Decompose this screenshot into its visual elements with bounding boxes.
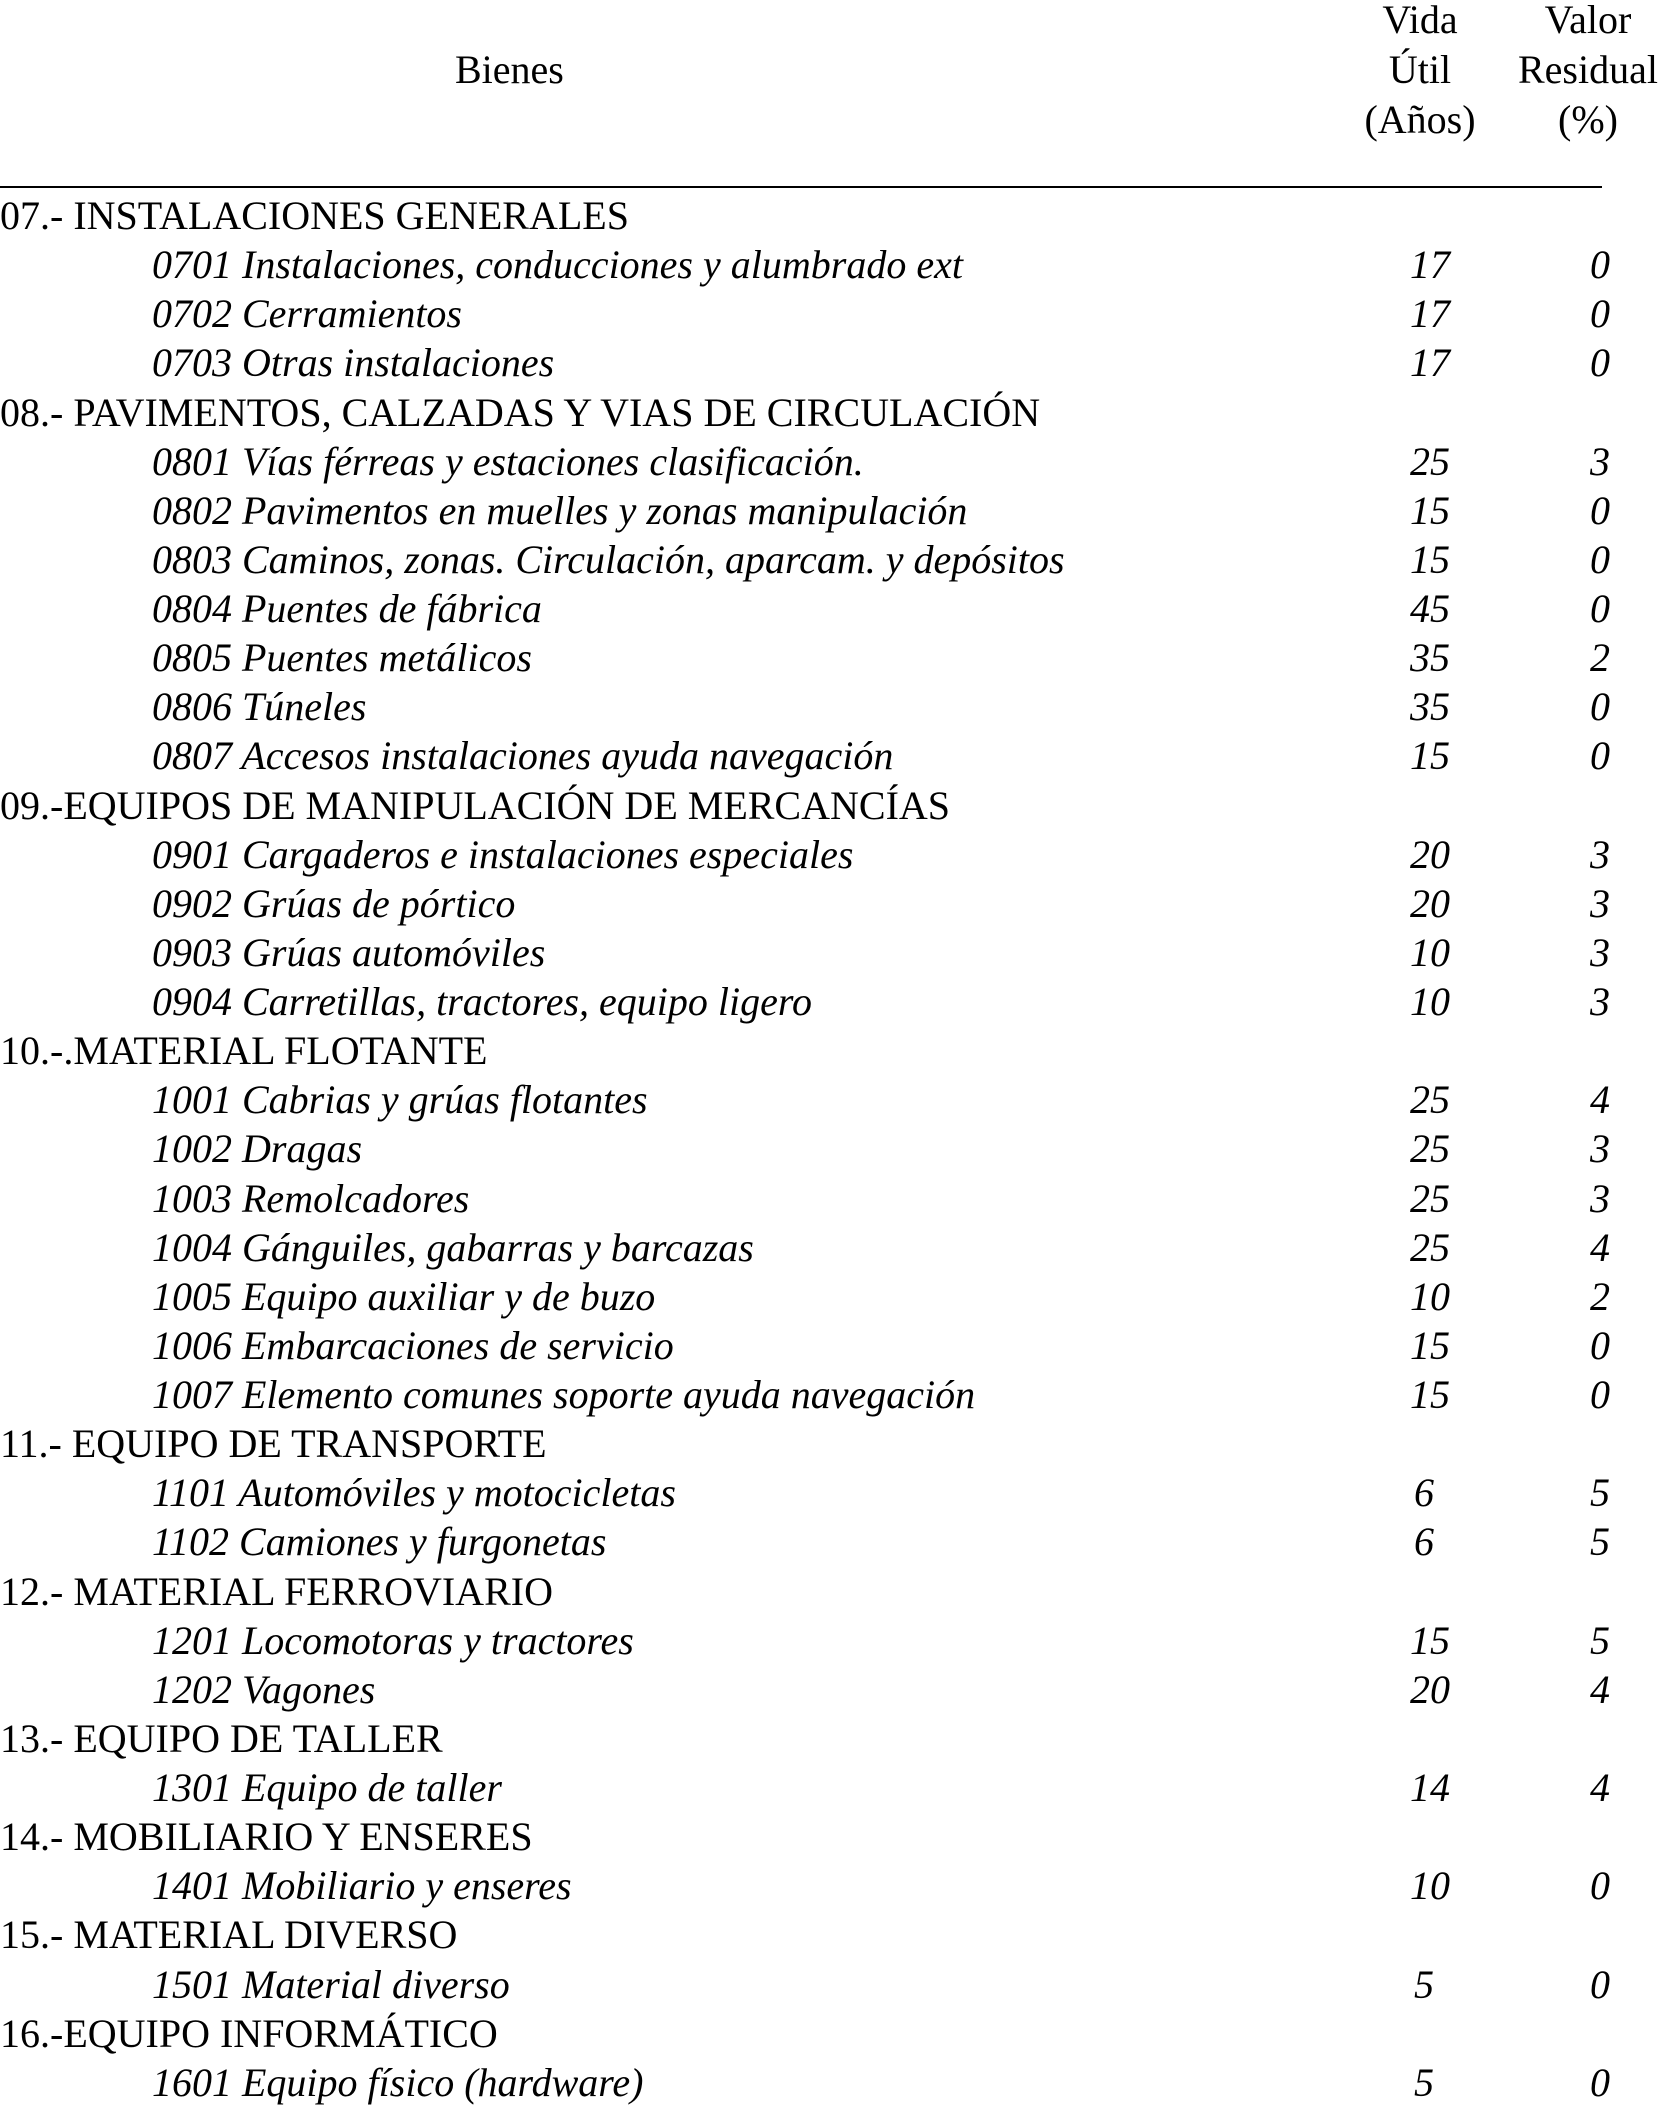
table-row <box>0 1517 1662 1566</box>
vida-util-value: 35 <box>1410 684 1450 730</box>
valor-residual-value: 3 <box>1590 979 1610 1024</box>
item-label: 1101 Automóviles y motocicletas <box>152 1470 676 1516</box>
category-label: 10.-.MATERIAL FLOTANTE <box>0 1028 488 1074</box>
valor-residual-value: 0 <box>1590 536 1610 582</box>
item-label: 1006 Embarcaciones de servicio <box>152 1322 674 1368</box>
valor-residual-value: 4 <box>1590 1765 1610 1810</box>
table-row <box>0 830 1662 879</box>
vida-util-value: 5 <box>1414 2059 1434 2105</box>
category-label: 08.- PAVIMENTOS, CALZADAS Y VIAS DE CIRCULACIÓN <box>0 389 1041 435</box>
category-row <box>0 1026 1662 1075</box>
table-row <box>0 437 1662 486</box>
category-row <box>0 191 1662 240</box>
valor-residual-value: 3 <box>1590 1126 1610 1172</box>
category-row <box>0 388 1662 437</box>
vida-util-value: 10 <box>1410 929 1450 975</box>
item-label: 0801 Vías férreas y estaciones clasificación. <box>152 438 864 484</box>
table-row <box>0 1616 1662 1665</box>
table-row <box>0 486 1662 535</box>
table-row <box>0 682 1662 731</box>
vida-util-value: 25 <box>1410 438 1450 484</box>
vida-util-value: 15 <box>1410 536 1450 582</box>
vida-util-value: 20 <box>1410 880 1450 926</box>
category-row <box>0 1812 1662 1861</box>
vida-util-value: 17 <box>1410 291 1450 337</box>
column-header-valor-line: Valor <box>1544 0 1632 42</box>
valor-residual-value: 0 <box>1590 2059 1610 2105</box>
vida-util-value: 5 <box>1414 1961 1434 2007</box>
table-body <box>0 191 1662 2107</box>
category-label: 16.-EQUIPO INFORMÁTICO <box>0 2010 498 2056</box>
table-header <box>0 0 1662 150</box>
table-row <box>0 1272 1662 1321</box>
category-label: 13.- EQUIPO DE TALLER <box>0 1715 443 1761</box>
valor-residual-value: 0 <box>1590 487 1610 533</box>
valor-residual-value: 5 <box>1590 1470 1610 1516</box>
column-header-valor-line: (%) <box>1558 97 1618 142</box>
table-row <box>0 1370 1662 1419</box>
table-row <box>0 289 1662 338</box>
table-row <box>0 1861 1662 1910</box>
table-row <box>0 1468 1662 1517</box>
item-label: 1007 Elemento comunes soporte ayuda navegación <box>152 1372 976 1417</box>
vida-util-value: 15 <box>1410 1372 1450 1417</box>
category-row <box>0 2009 1662 2058</box>
valor-residual-value: 0 <box>1590 1961 1610 2007</box>
table-row <box>0 633 1662 682</box>
table-row <box>0 1763 1662 1812</box>
vida-util-value: 25 <box>1410 1224 1450 1270</box>
table-row <box>0 338 1662 387</box>
table-row <box>0 1321 1662 1370</box>
item-label: 0805 Puentes metálicos <box>152 635 532 681</box>
vida-util-value: 20 <box>1410 1666 1450 1712</box>
valor-residual-value: 3 <box>1590 929 1610 975</box>
item-label: 0702 Cerramientos <box>152 291 462 337</box>
vida-util-value: 10 <box>1410 1863 1450 1909</box>
item-label: 1004 Gánguiles, gabarras y barcazas <box>152 1224 754 1270</box>
valor-residual-value: 0 <box>1590 1863 1610 1909</box>
item-label: 0904 Carretillas, tractores, equipo ligero <box>152 979 812 1024</box>
valor-residual-value: 5 <box>1590 1617 1610 1663</box>
vida-util-value: 14 <box>1410 1765 1450 1810</box>
item-label: 1005 Equipo auxiliar y de buzo <box>152 1273 656 1319</box>
vida-util-value: 15 <box>1410 487 1450 533</box>
valor-residual-value: 0 <box>1590 242 1610 288</box>
category-label: 12.- MATERIAL FERROVIARIO <box>0 1568 553 1614</box>
table-row <box>0 928 1662 977</box>
item-label: 1001 Cabrias y grúas flotantes <box>152 1077 648 1123</box>
item-label: 1202 Vagones <box>152 1666 376 1712</box>
vida-util-value: 17 <box>1410 242 1450 288</box>
table-row <box>0 1075 1662 1124</box>
table-row <box>0 1665 1662 1714</box>
table-row <box>0 1960 1662 2009</box>
valor-residual-value: 0 <box>1590 733 1610 779</box>
valor-residual-value: 0 <box>1590 1322 1610 1368</box>
vida-util-value: 20 <box>1410 831 1450 877</box>
table-row <box>0 879 1662 928</box>
vida-util-value: 6 <box>1414 1470 1434 1516</box>
vida-util-value: 17 <box>1410 340 1450 386</box>
valor-residual-value: 2 <box>1590 1273 1610 1319</box>
item-label: 0807 Accesos instalaciones ayuda navegación <box>152 733 894 779</box>
vida-util-value: 25 <box>1410 1126 1450 1172</box>
item-label: 0703 Otras instalaciones <box>152 340 555 386</box>
valor-residual-value: 2 <box>1590 635 1610 681</box>
table-row <box>0 240 1662 289</box>
item-label: 1102 Camiones y furgonetas <box>152 1519 607 1565</box>
item-label: 0803 Caminos, zonas. Circulación, aparcam. y depósitos <box>152 536 1065 582</box>
item-label: 0901 Cargaderos e instalaciones especiales <box>152 831 854 877</box>
item-label: 0802 Pavimentos en muelles y zonas manipulación <box>152 487 968 533</box>
item-label: 1201 Locomotoras y tractores <box>152 1617 634 1663</box>
table-row <box>0 977 1662 1026</box>
table-row <box>0 1174 1662 1223</box>
valor-residual-value: 0 <box>1590 1372 1610 1417</box>
vida-util-value: 35 <box>1410 635 1450 681</box>
table-row <box>0 2058 1662 2107</box>
item-label: 1501 Material diverso <box>152 1961 510 2007</box>
item-label: 0701 Instalaciones, conducciones y alumbrado ext <box>152 242 963 288</box>
category-label: 09.-EQUIPOS DE MANIPULACIÓN DE MERCANCÍAS <box>0 782 951 828</box>
column-header-vida-line: Vida <box>1382 0 1458 42</box>
header-divider <box>0 186 1602 188</box>
valor-residual-value: 3 <box>1590 1175 1610 1221</box>
valor-residual-value: 0 <box>1590 586 1610 631</box>
valor-residual-value: 5 <box>1590 1519 1610 1565</box>
vida-util-value: 10 <box>1410 979 1450 1024</box>
category-row <box>0 1910 1662 1959</box>
category-row <box>0 1419 1662 1468</box>
vida-util-value: 6 <box>1414 1519 1434 1565</box>
item-label: 1401 Mobiliario y enseres <box>152 1863 572 1909</box>
table-row <box>0 731 1662 780</box>
valor-residual-value: 0 <box>1590 291 1610 337</box>
category-row <box>0 781 1662 830</box>
valor-residual-value: 0 <box>1590 684 1610 730</box>
valor-residual-value: 3 <box>1590 831 1610 877</box>
table-row <box>0 584 1662 633</box>
vida-util-value: 15 <box>1410 1617 1450 1663</box>
category-row <box>0 1567 1662 1616</box>
column-header-vida-line: Útil <box>1388 47 1452 92</box>
category-label: 07.- INSTALACIONES GENERALES <box>0 193 629 238</box>
table-row <box>0 1223 1662 1272</box>
valor-residual-value: 4 <box>1590 1666 1610 1712</box>
vida-util-value: 25 <box>1410 1077 1450 1123</box>
item-label: 1601 Equipo físico (hardware) <box>152 2059 644 2105</box>
valor-residual-value: 3 <box>1590 880 1610 926</box>
item-label: 0806 Túneles <box>152 684 367 730</box>
valor-residual-value: 4 <box>1590 1077 1610 1123</box>
vida-util-value: 10 <box>1410 1273 1450 1319</box>
valor-residual-value: 3 <box>1590 438 1610 484</box>
column-header-valor-line: Residual <box>1518 47 1658 92</box>
table-row <box>0 535 1662 584</box>
vida-util-value: 15 <box>1410 1322 1450 1368</box>
table-row <box>0 1124 1662 1173</box>
vida-util-value: 15 <box>1410 733 1450 779</box>
vida-util-value: 45 <box>1410 586 1450 631</box>
column-header-valor-residual <box>1508 0 1662 145</box>
item-label: 1301 Equipo de taller <box>152 1765 502 1810</box>
column-header-vida-line: (Años) <box>1364 97 1476 142</box>
item-label: 0903 Grúas automóviles <box>152 929 546 975</box>
category-row <box>0 1714 1662 1763</box>
item-label: 0804 Puentes de fábrica <box>152 586 542 631</box>
valor-residual-value: 0 <box>1590 340 1610 386</box>
vida-util-value: 25 <box>1410 1175 1450 1221</box>
column-header-vida-util <box>1355 0 1485 145</box>
item-label: 0902 Grúas de pórtico <box>152 880 516 926</box>
category-label: 15.- MATERIAL DIVERSO <box>0 1912 458 1958</box>
category-label: 11.- EQUIPO DE TRANSPORTE <box>0 1421 547 1467</box>
item-label: 1003 Remolcadores <box>152 1175 470 1221</box>
item-label: 1002 Dragas <box>152 1126 363 1172</box>
category-label: 14.- MOBILIARIO Y ENSERES <box>0 1814 533 1860</box>
valor-residual-value: 4 <box>1590 1224 1610 1270</box>
column-header-bienes: Bienes <box>455 47 564 92</box>
